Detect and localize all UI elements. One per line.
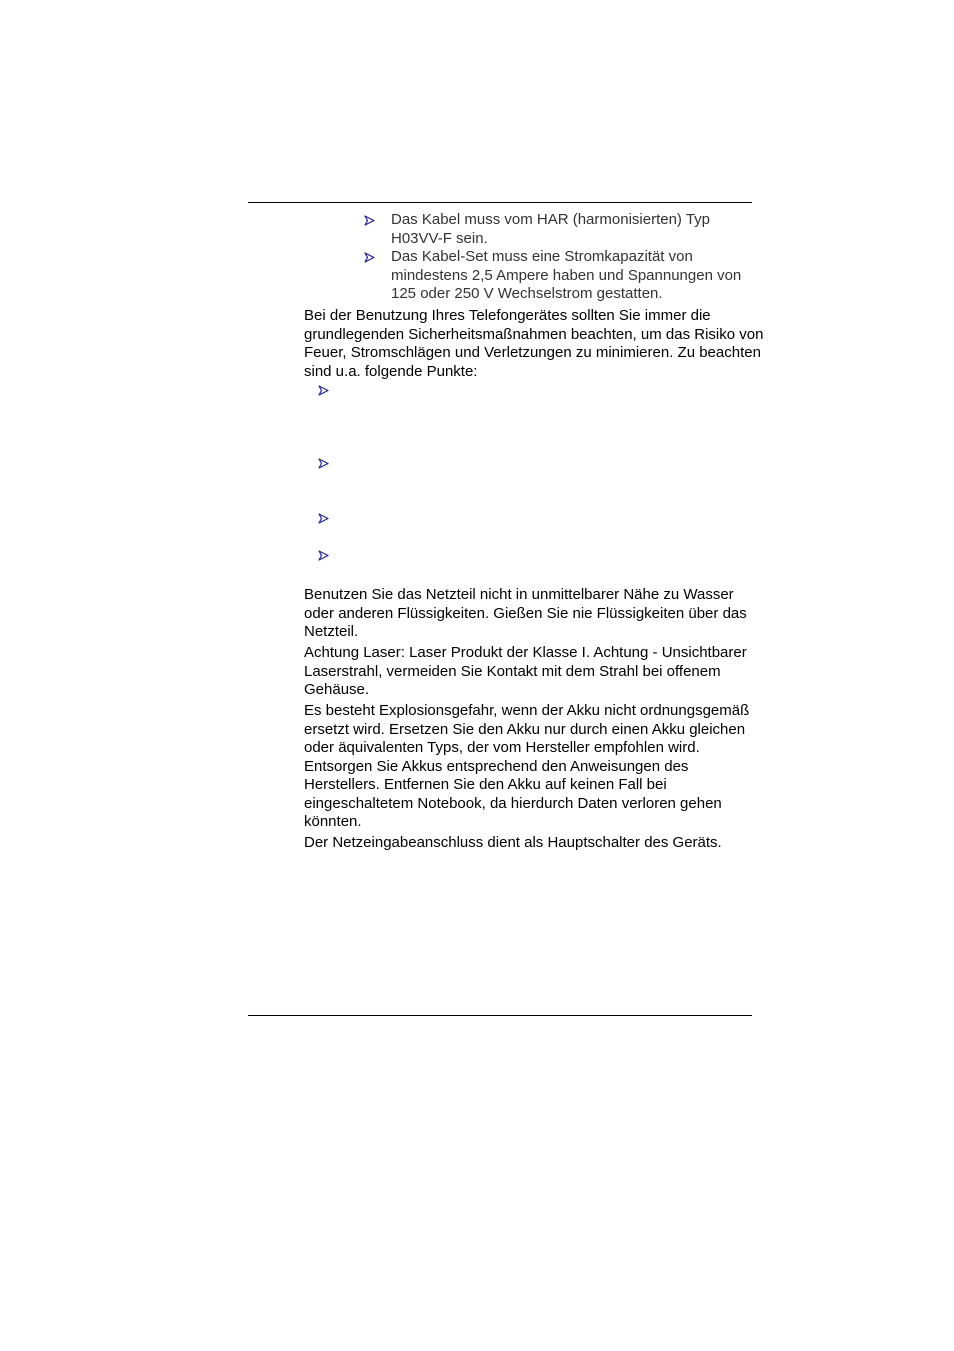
footer-rule [248,1015,752,1016]
header-rule [248,202,752,203]
safety-paragraphs [304,586,764,855]
arrow-bullet-icon [364,252,375,263]
arrow-bullet-icon [318,513,329,524]
list-item-text: Das Kabel muss vom HAR (harmonisierten) Typ H03VV-F sein. [391,211,710,247]
list-item [362,248,752,304]
arrow-bullet-icon [318,385,329,396]
cable-requirements-list [362,211,752,304]
arrow-bullet-icon [364,215,375,226]
arrow-bullet-icon [318,458,329,469]
intro-paragraph: Bei der Benutzung Ihres Telefongerätes sollten Sie immer die grundlegenden Sicherheitsmaßnahmen beachten, um das Risiko von Feuer, Stromschlägen und Verletzungen zu minimieren. Zu beachten sind u.a. folgende Punkte: [304,307,764,380]
paragraph-water: Benutzen Sie das Netzteil nicht in unmittelbarer Nähe zu Wasser oder anderen Flüssigkeiten. Gießen Sie nie Flüssigkeiten über das Netzteil. [304,586,747,640]
arrow-bullet-icon [318,550,329,561]
list-item-text: Das Kabel-Set muss eine Stromkapazität von mindestens 2,5 Ampere haben und Spannungen von 125 oder 250 V Wechselstrom gestatten. [391,248,742,302]
list-item [362,211,752,248]
paragraph-mains: Der Netzeingabeanschluss dient als Hauptschalter des Geräts. [304,834,722,851]
paragraph-laser: Achtung Laser: Laser Produkt der Klasse I. Achtung - Unsichtbarer Laserstrahl, vermeiden Sie Kontakt mit dem Strahl bei offenem Gehäuse. [304,644,747,698]
paragraph-battery: Es besteht Explosionsgefahr, wenn der Akku nicht ordnungsgemäß ersetzt wird. Ersetzen Sie den Akku nur durch einen Akku gleichen oder äquivalenten Typs, der vom Hersteller empfohlen wird. Entsorgen Sie Akkus entsprechend den Anweisungen des Herstellers. Entfernen Sie den Akku auf keinen Fall bei eingeschaltetem Notebook, da hierdurch Daten verloren gehen könnten. [304,702,750,830]
